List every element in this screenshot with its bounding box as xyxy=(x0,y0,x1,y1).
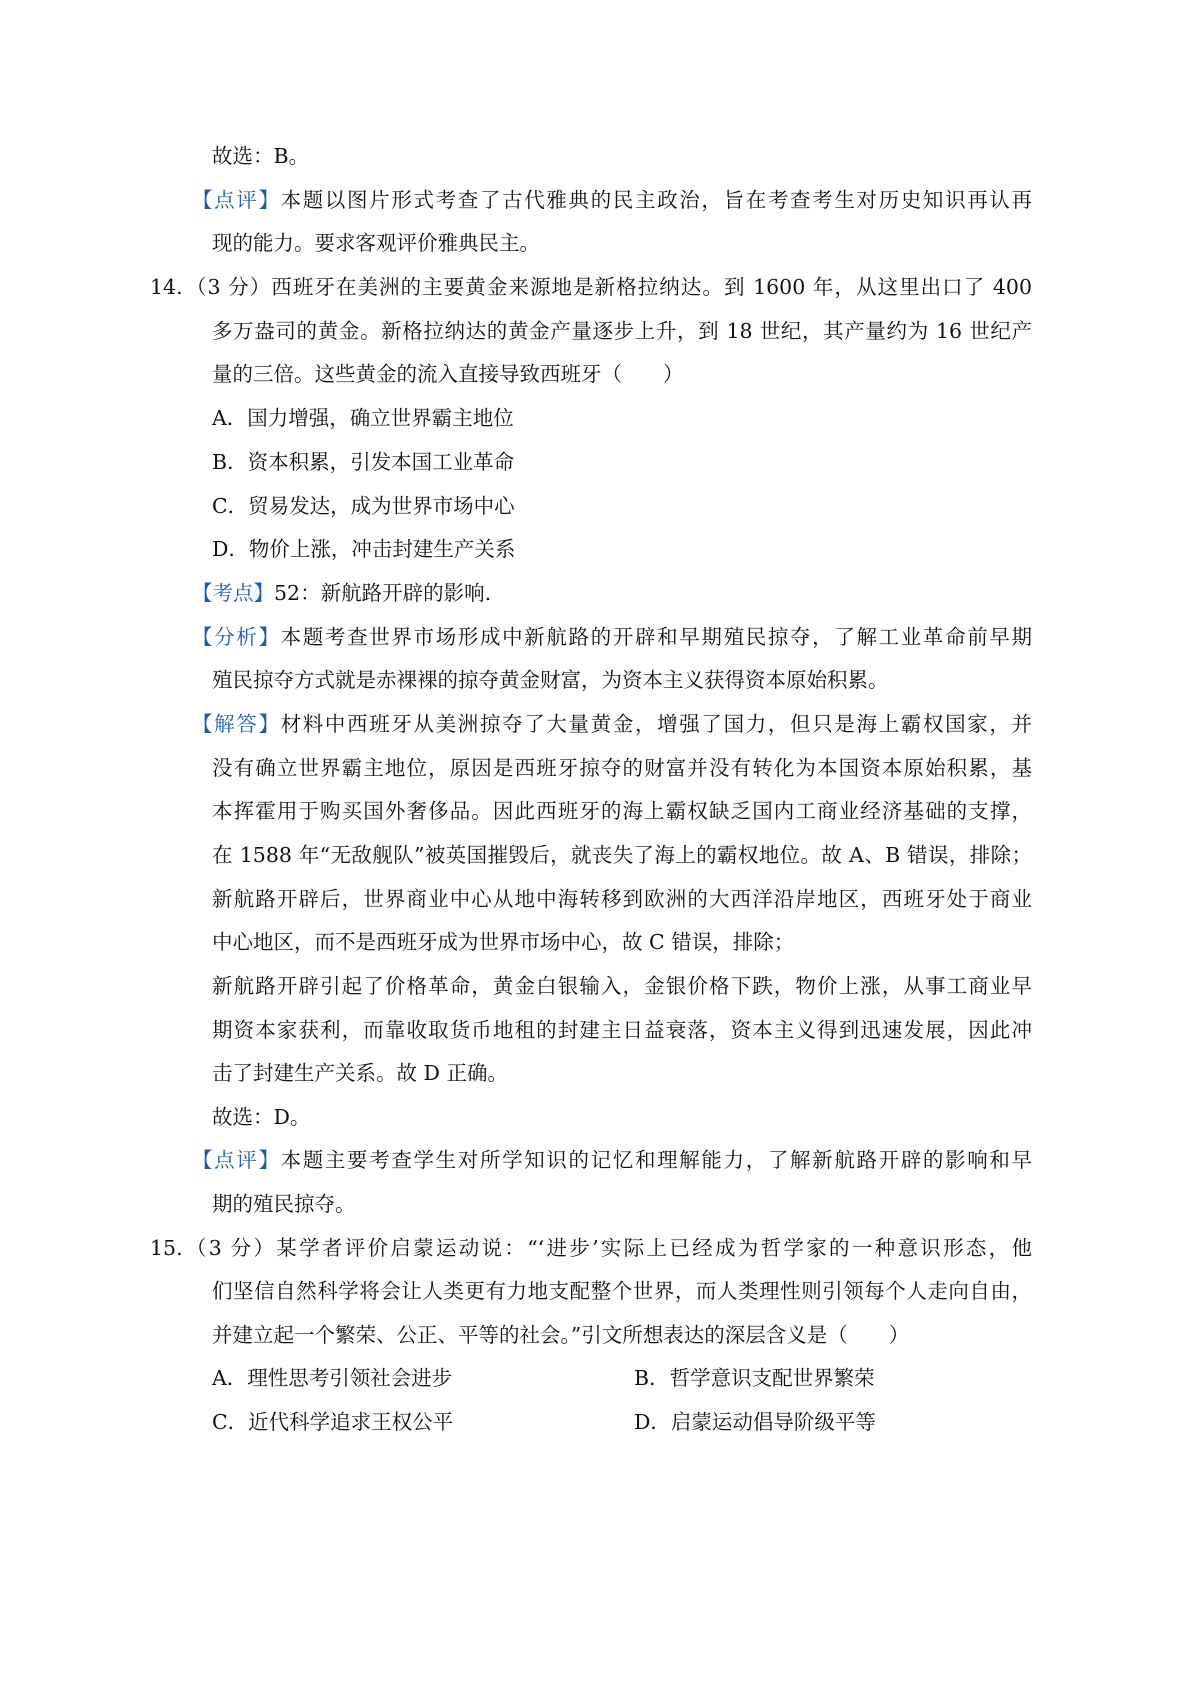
comment-tag: 【点评】 xyxy=(192,188,281,212)
q14-answer: 故选：D。 xyxy=(212,1105,311,1129)
solution-tag: 【解答】 xyxy=(192,712,281,736)
q15-option-a: A．理性思考引领社会进步 xyxy=(212,1366,453,1390)
q14-solution-line-6: 中心地区，而不是西班牙成为世界市场中心，故 C 错误，排除； xyxy=(212,930,795,954)
q14-option-a: A．国力增强，确立世界霸主地位 xyxy=(212,406,514,430)
analysis-tag: 【分析】 xyxy=(192,625,281,649)
q14-comment-line-2: 期的殖民掠夺。 xyxy=(212,1192,356,1216)
q14-solution-line-9: 击了封建生产关系。故 D 正确。 xyxy=(212,1061,508,1085)
question-number: 14. xyxy=(150,275,183,299)
q14-analysis-line-1 xyxy=(192,623,1032,651)
q14-stem-line-2: 多万盎司的黄金。新格拉纳达的黄金产量逐步上升，到 18 世纪，其产量约为 16 世纪产 xyxy=(212,319,1032,343)
q14-comment-line-1 xyxy=(192,1146,1032,1174)
q14-stem-line-1: （3 分）西班牙在美洲的主要黄金来源地是新格拉纳达。到 1600 年，从这里出口了 400 xyxy=(186,275,1032,299)
q14-solution-line-1 xyxy=(192,710,1032,738)
q14-option-c: C．贸易发达，成为世界市场中心 xyxy=(212,494,515,518)
point-text: 52：新航路开辟的影响. xyxy=(274,581,492,605)
point-tag: 【考点】 xyxy=(192,581,274,605)
q15-option-d: D．启蒙运动倡导阶级平等 xyxy=(634,1410,876,1434)
q15-stem-line-1: （3 分）某学者评价启蒙运动说：“‘进步’实际上已经成为哲学家的一种意识形态，他 xyxy=(186,1236,1032,1260)
q15-option-c: C．近代科学追求王权公平 xyxy=(212,1410,454,1434)
q14-option-b: B．资本积累，引发本国工业革命 xyxy=(212,450,515,474)
q14-point xyxy=(192,579,1012,607)
q14-stem-line-3: 量的三倍。这些黄金的流入直接导致西班牙（ ） xyxy=(212,362,684,386)
q13-comment-line-1 xyxy=(192,186,1032,214)
q13-answer: 故选：B。 xyxy=(212,144,310,168)
comment-tag: 【点评】 xyxy=(192,1148,281,1172)
comment-text: 本题主要考查学生对所学知识的记忆和理解能力，了解新航路开辟的影响和早 xyxy=(280,1148,1033,1172)
q14-option-d: D．物价上涨，冲击封建生产关系 xyxy=(212,537,516,561)
q14-solution-line-8: 期资本家获利，而靠收取货币地租的封建主日益衰落，资本主义得到迅速发展，因此冲 xyxy=(212,1018,1032,1042)
q14-solution-line-4: 在 1588 年“无敌舰队”被英国摧毁后，就丧失了海上的霸权地位。故 A、B 错误，排除； xyxy=(212,843,1032,867)
solution-text: 材料中西班牙从美洲掠夺了大量黄金，增强了国力，但只是海上霸权国家，并 xyxy=(280,712,1033,736)
q14-solution-line-7: 新航路开辟引起了价格革命，黄金白银输入，金银价格下跌，物价上涨，从事工商业早 xyxy=(212,974,1032,998)
comment-text: 本题以图片形式考查了古代雅典的民主政治，旨在考查考生对历史知识再认再 xyxy=(280,188,1033,212)
q15-stem-line-2: 们坚信自然科学将会让人类更有力地支配整个世界，而人类理性则引领每个人走向自由， xyxy=(212,1279,1032,1303)
q14-solution-line-5: 新航路开辟后，世界商业中心从地中海转移到欧洲的大西洋沿岸地区，西班牙处于商业 xyxy=(212,887,1032,911)
q15-stem-line-3: 并建立起一个繁荣、公正、平等的社会。”引文所想表达的深层含义是（ ） xyxy=(212,1323,910,1347)
q15-option-b: B．哲学意识支配世界繁荣 xyxy=(634,1366,875,1390)
analysis-text: 本题考查世界市场形成中新航路的开辟和早期殖民掠夺，了解工业革命前早期 xyxy=(280,625,1033,649)
q13-comment-line-2: 现的能力。要求客观评价雅典民主。 xyxy=(212,231,540,255)
q14-analysis-line-2: 殖民掠夺方式就是赤裸裸的掠夺黄金财富，为资本主义获得资本原始积累。 xyxy=(212,668,889,692)
q14-solution-line-3: 本挥霍用于购买国外奢侈品。因此西班牙的海上霸权缺乏国内工商业经济基础的支撑， xyxy=(212,799,1032,823)
q14-solution-line-2: 没有确立世界霸主地位，原因是西班牙掠夺的财富并没有转化为本国资本原始积累，基 xyxy=(212,756,1032,780)
question-number: 15. xyxy=(150,1236,183,1260)
